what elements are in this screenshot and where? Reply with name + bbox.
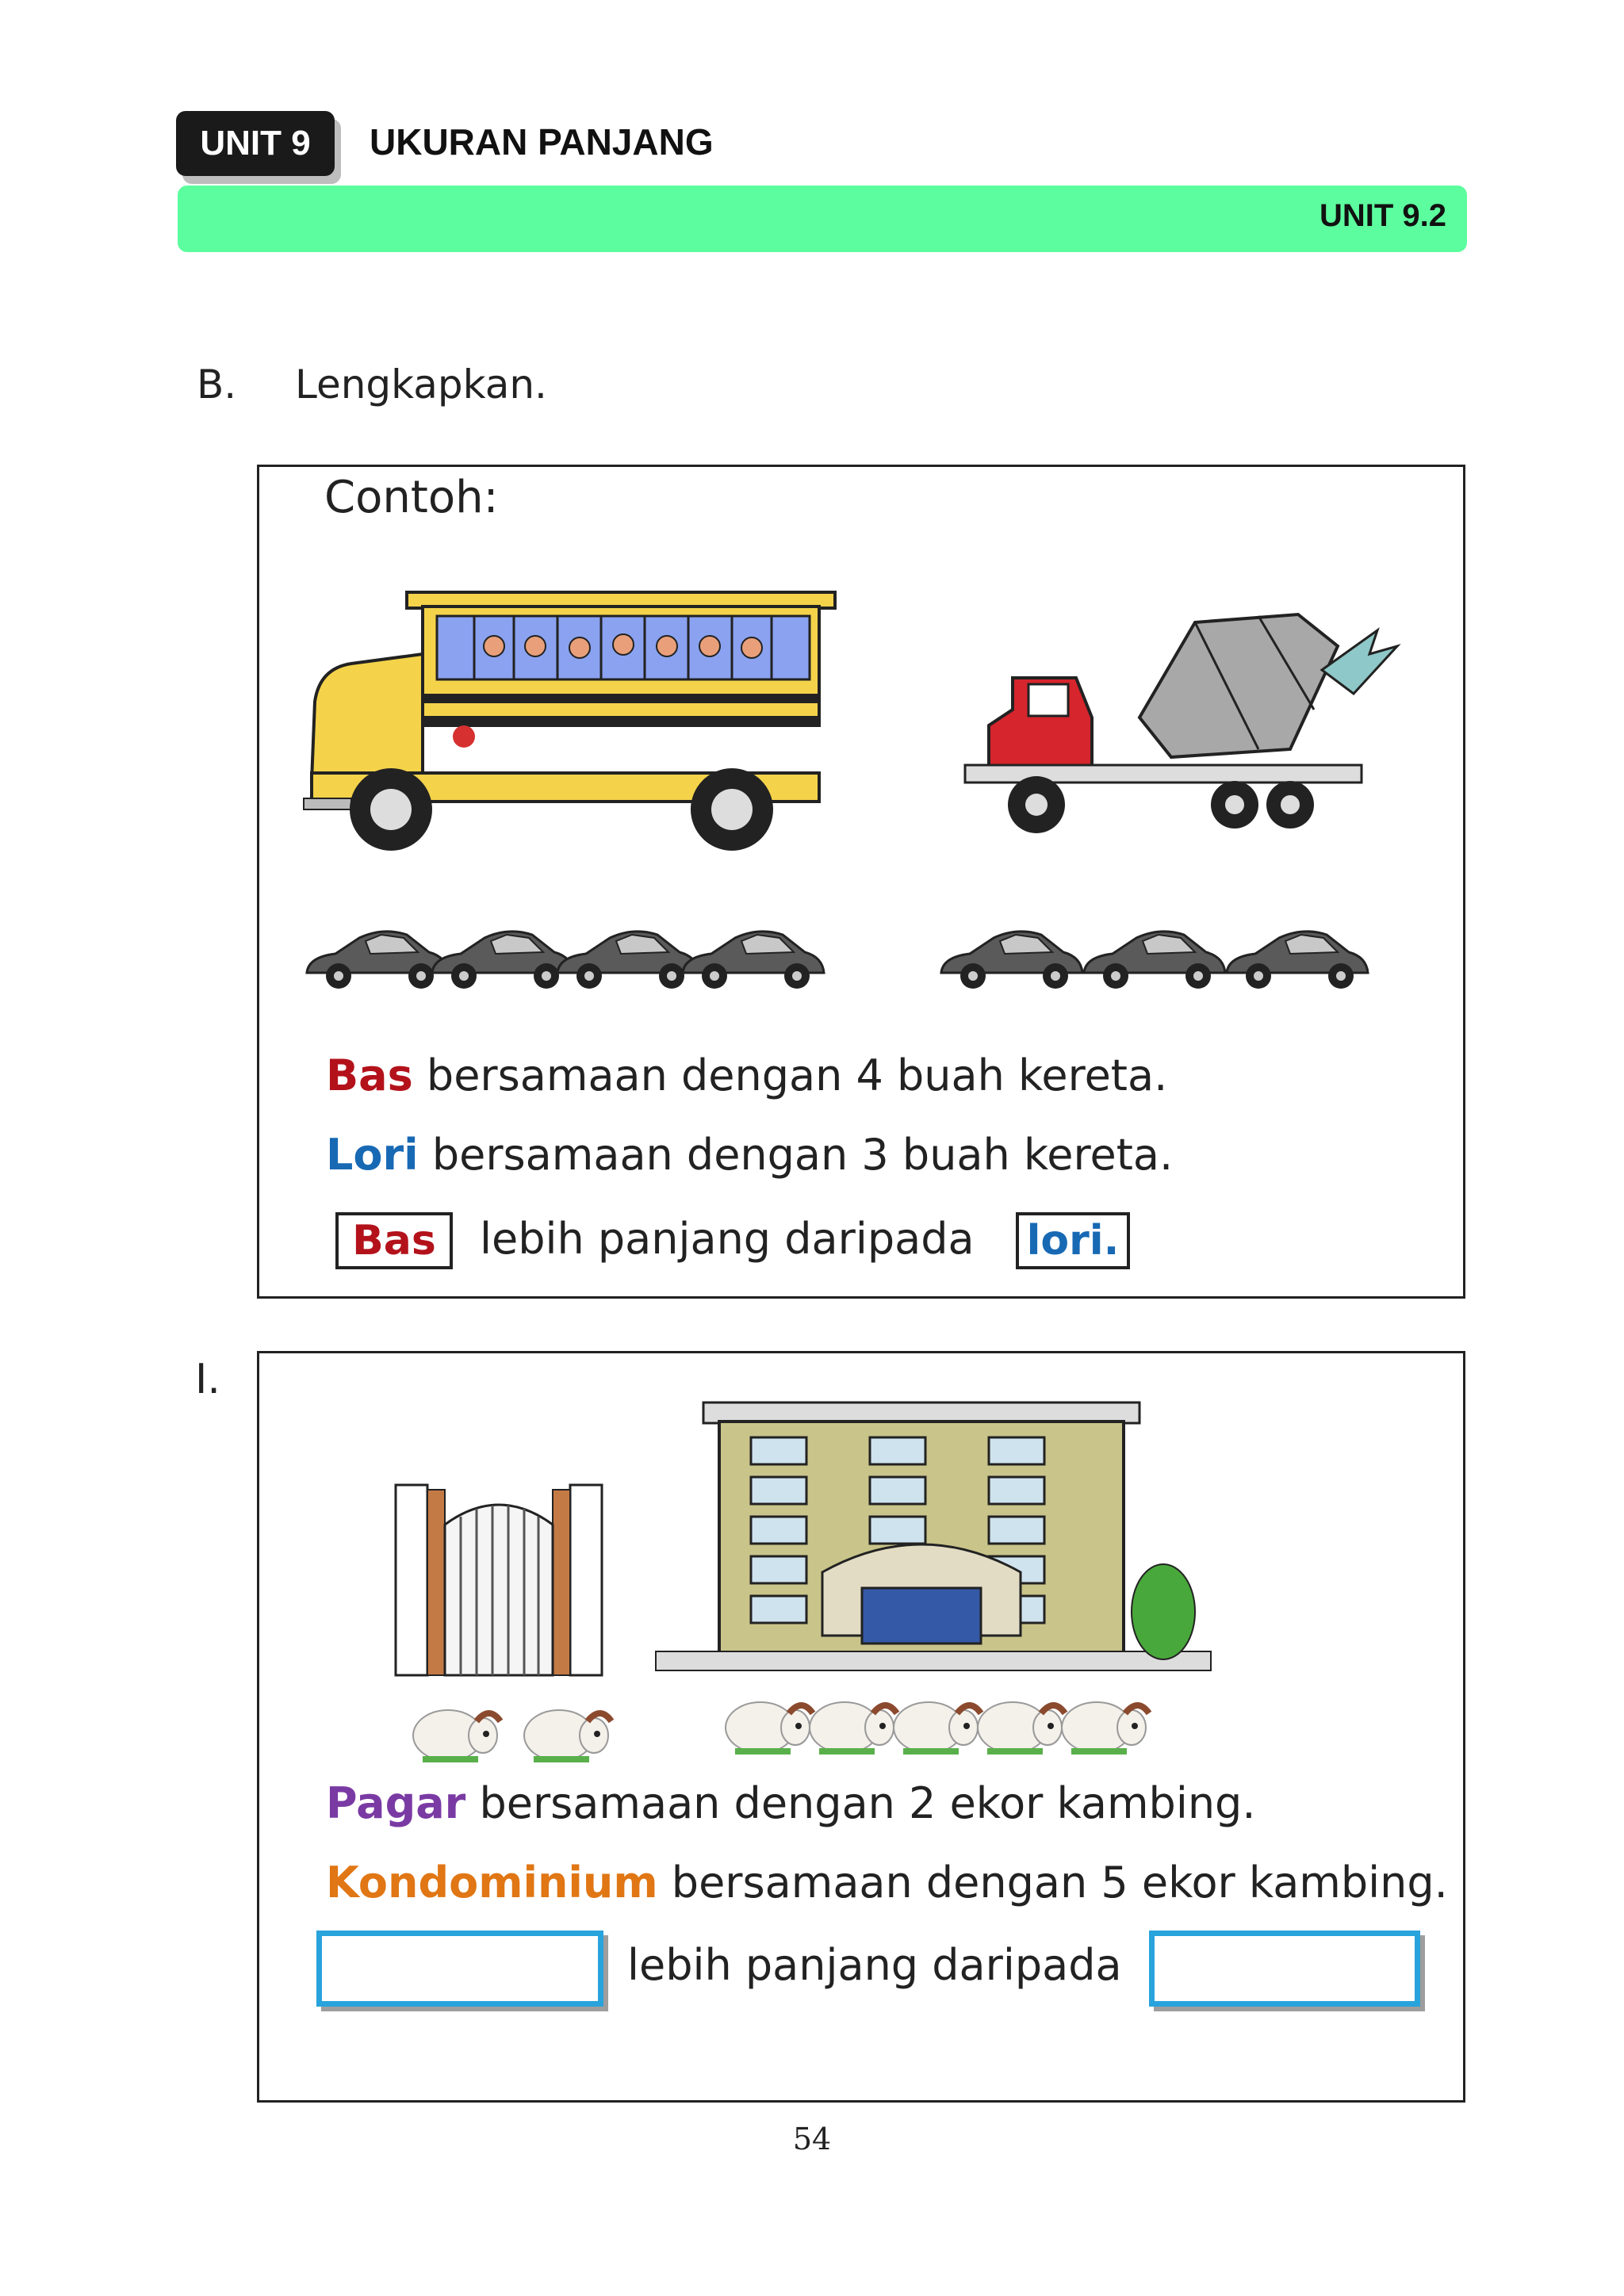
example-box	[257, 465, 1465, 1299]
bus-car-row	[304, 911, 827, 998]
example-sentence-2	[326, 1130, 1173, 1180]
question-sentence-1	[326, 1778, 1256, 1828]
goat-icon	[726, 1702, 813, 1755]
bus-keyword: Bas	[326, 1050, 413, 1100]
goat-icon	[413, 1710, 500, 1762]
question-number: I.	[195, 1356, 220, 1403]
car-icon	[557, 932, 699, 989]
example-answer-right: lori.	[1016, 1212, 1130, 1269]
page-number: 54	[792, 2122, 832, 2156]
car-icon	[432, 932, 573, 989]
gate-icon	[396, 1485, 602, 1682]
sentence-text: bersamaan dengan 5 ekor kambing.	[657, 1858, 1448, 1908]
subunit-label: UNIT 9.2	[1319, 198, 1446, 233]
school-bus-icon	[304, 575, 843, 860]
question-sentence-2	[326, 1858, 1448, 1908]
condominium-building-icon	[656, 1374, 1227, 1691]
answer-blank-left[interactable]	[316, 1931, 603, 2007]
sentence-text: bersamaan dengan 2 ekor kambing.	[465, 1778, 1256, 1828]
goat-icon	[524, 1710, 611, 1762]
example-answer-middle: lebih panjang daripada	[480, 1214, 975, 1264]
truck-car-row	[938, 911, 1382, 998]
goat-icon	[978, 1702, 1065, 1755]
example-answer-left: Bas	[335, 1212, 453, 1269]
lori-keyword: Lori	[326, 1130, 419, 1180]
car-icon	[1227, 932, 1368, 989]
goat-icon	[1062, 1702, 1149, 1755]
car-icon	[1084, 932, 1225, 989]
sentence-text: bersamaan dengan 3 buah kereta.	[418, 1130, 1174, 1180]
cement-mixer-truck-icon	[957, 599, 1417, 852]
sentence-text: bersamaan dengan 4 buah kereta.	[412, 1050, 1168, 1100]
condo-goat-row	[719, 1678, 1195, 1781]
section-instruction: Lengkapkan.	[295, 362, 547, 408]
car-icon	[941, 932, 1082, 989]
kondominium-keyword: Kondominium	[326, 1858, 658, 1908]
unit-badge: UNIT 9	[176, 111, 335, 176]
gate-goat-row	[407, 1686, 629, 1781]
goat-icon	[810, 1702, 897, 1755]
goat-icon	[894, 1702, 981, 1755]
example-label: Contoh:	[324, 472, 499, 523]
car-icon	[683, 932, 824, 989]
section-letter: B.	[197, 362, 237, 408]
question-answer-middle: lebih panjang daripada	[627, 1940, 1122, 1990]
example-sentence-1	[326, 1050, 1167, 1100]
subunit-banner	[178, 186, 1467, 252]
pagar-keyword: Pagar	[326, 1778, 466, 1828]
answer-blank-right[interactable]	[1149, 1931, 1420, 2007]
question-box	[257, 1351, 1465, 2103]
car-icon	[307, 932, 448, 989]
unit-title: UKURAN PANJANG	[370, 121, 714, 163]
